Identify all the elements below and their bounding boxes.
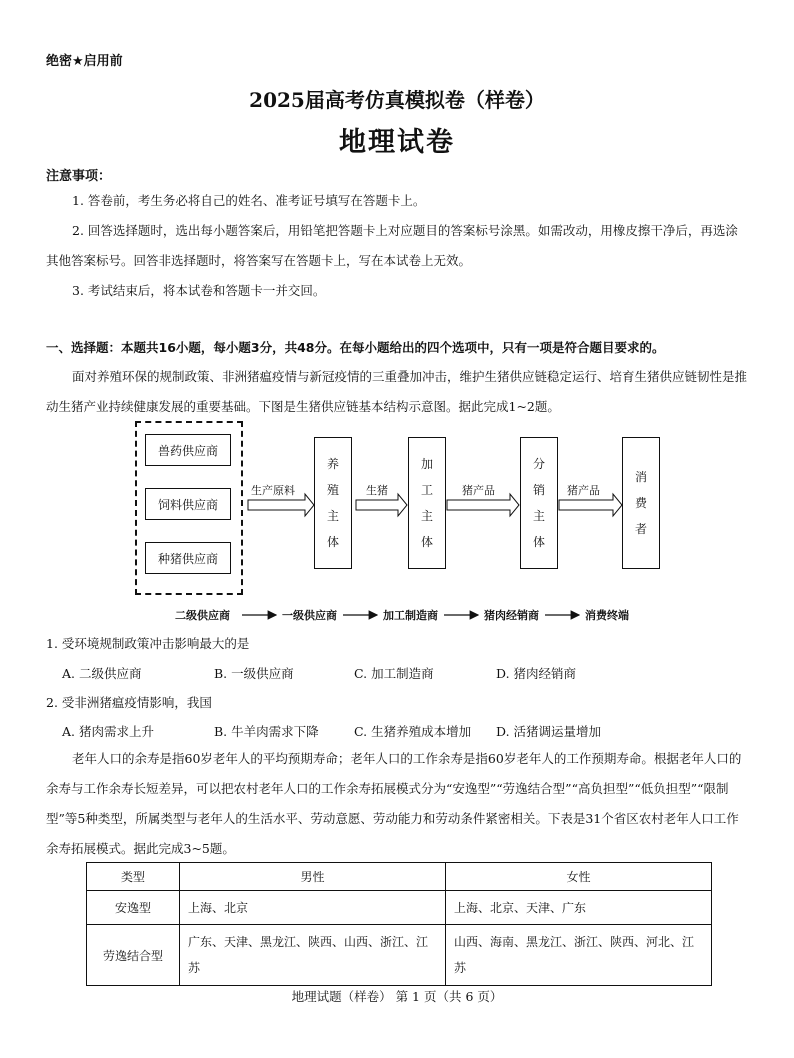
section-heading: 一、选择题：本题共16小题，每小题3分，共48分。在每小题给出的四个选项中，只有一项是符合题目要求的。: [46, 340, 665, 355]
note-item-1: 1. 答卷前，考生务必将自己的姓名、准考证号填写在答题卡上。: [72, 193, 426, 208]
secret-label: 绝密★启用前: [46, 54, 123, 69]
page-footer: 地理试题（样卷） 第 1 页（共 6 页）: [291, 989, 503, 1004]
notes-heading: 注意事项：: [46, 169, 112, 184]
question-stem: 1. 受环境规制政策冲击影响最大的是: [46, 636, 250, 651]
arrow-label: 生猪: [366, 484, 388, 497]
question-option: C. 加工制造商: [354, 666, 434, 681]
arrow-label: 猪产品: [567, 484, 600, 497]
stage-box-distribution: 分 销 主 体: [520, 437, 558, 569]
passage-elderly: 老年人口的余寿是指60岁老年人的平均预期寿命；老年人口的工作余寿是指60岁老年人的工作预期寿命。根据老年人口的余寿与工作余寿长短差异，可以把农村老年人口的工作余寿拓展模式分为“安逸型”“劳逸结合型”“高负担型”“低负担型”“限制型”等5种类型，所属类型与老年人的生活水平、劳动意愿、劳动能力和劳动条件紧密相关。下表是31个省区农村老年人口工作余寿拓展模式。据此完成3~5题。: [46, 751, 742, 856]
question-stem: 2. 受非洲猪瘟疫情影响，我国: [46, 695, 212, 710]
exam-title: 2025届高考仿真模拟卷（样卷）: [249, 88, 545, 112]
table-header: 女性: [446, 863, 712, 891]
chain-label: 二级供应商: [175, 609, 230, 622]
subject-title: 地理试卷: [339, 127, 455, 158]
note-item-3: 3. 考试结束后，将本试卷和答题卡一并交回。: [72, 283, 326, 298]
question-option: D. 活猪调运量增加: [496, 724, 602, 739]
supplier-box: 种猪供应商: [145, 542, 231, 574]
chain-label: 猪肉经销商: [484, 609, 539, 622]
question-option: C. 生猪养殖成本增加: [354, 724, 472, 739]
supplier-box: 兽药供应商: [145, 434, 231, 466]
question-option: B. 牛羊肉需求下降: [214, 724, 319, 739]
chain-label: 消费终端: [585, 609, 629, 622]
question-option: A. 猪肉需求上升: [62, 724, 154, 739]
arrow-label: 猪产品: [462, 484, 495, 497]
table-row: 劳逸结合型 广东、天津、黑龙江、陕西、山西、浙江、江苏 山西、海南、黑龙江、浙江、陕西、河北、江苏: [87, 925, 712, 986]
chain-label: 加工制造商: [383, 609, 438, 622]
question-option: B. 一级供应商: [214, 666, 294, 681]
section-intro: 面对养殖环保的规制政策、非洲猪瘟疫情与新冠疫情的三重叠加冲击，维护生猪供应链稳定运行、培育生猪供应链韧性是推动生猪产业持续健康发展的重要基础。下图是生猪供应链基本结构示意图。据此完成1~2题。: [46, 369, 748, 414]
question-option: D. 猪肉经销商: [496, 666, 577, 681]
table-header: 类型: [87, 863, 180, 891]
table-header: 男性: [180, 863, 446, 891]
stage-box-farming: 养 殖 主 体: [314, 437, 352, 569]
note-item-2: 2. 回答选择题时，选出每小题答案后，用铅笔把答题卡上对应题目的答案标号涂黑。如需改动，用橡皮擦干净后，再选涂其他答案标号。回答非选择题时，将答案写在答题卡上，写在本试卷上无效。: [46, 223, 738, 268]
supplier-box: 饲料供应商: [145, 488, 231, 520]
stage-box-processing: 加 工 主 体: [408, 437, 446, 569]
work-life-table: [86, 862, 712, 986]
chain-label: 一级供应商: [282, 609, 337, 622]
question-option: A. 二级供应商: [62, 666, 142, 681]
arrow-label: 生产原料: [251, 484, 295, 497]
stage-box-consumer: 消 费 者: [622, 437, 660, 569]
table-row: 安逸型 上海、北京 上海、北京、天津、广东: [87, 891, 712, 925]
